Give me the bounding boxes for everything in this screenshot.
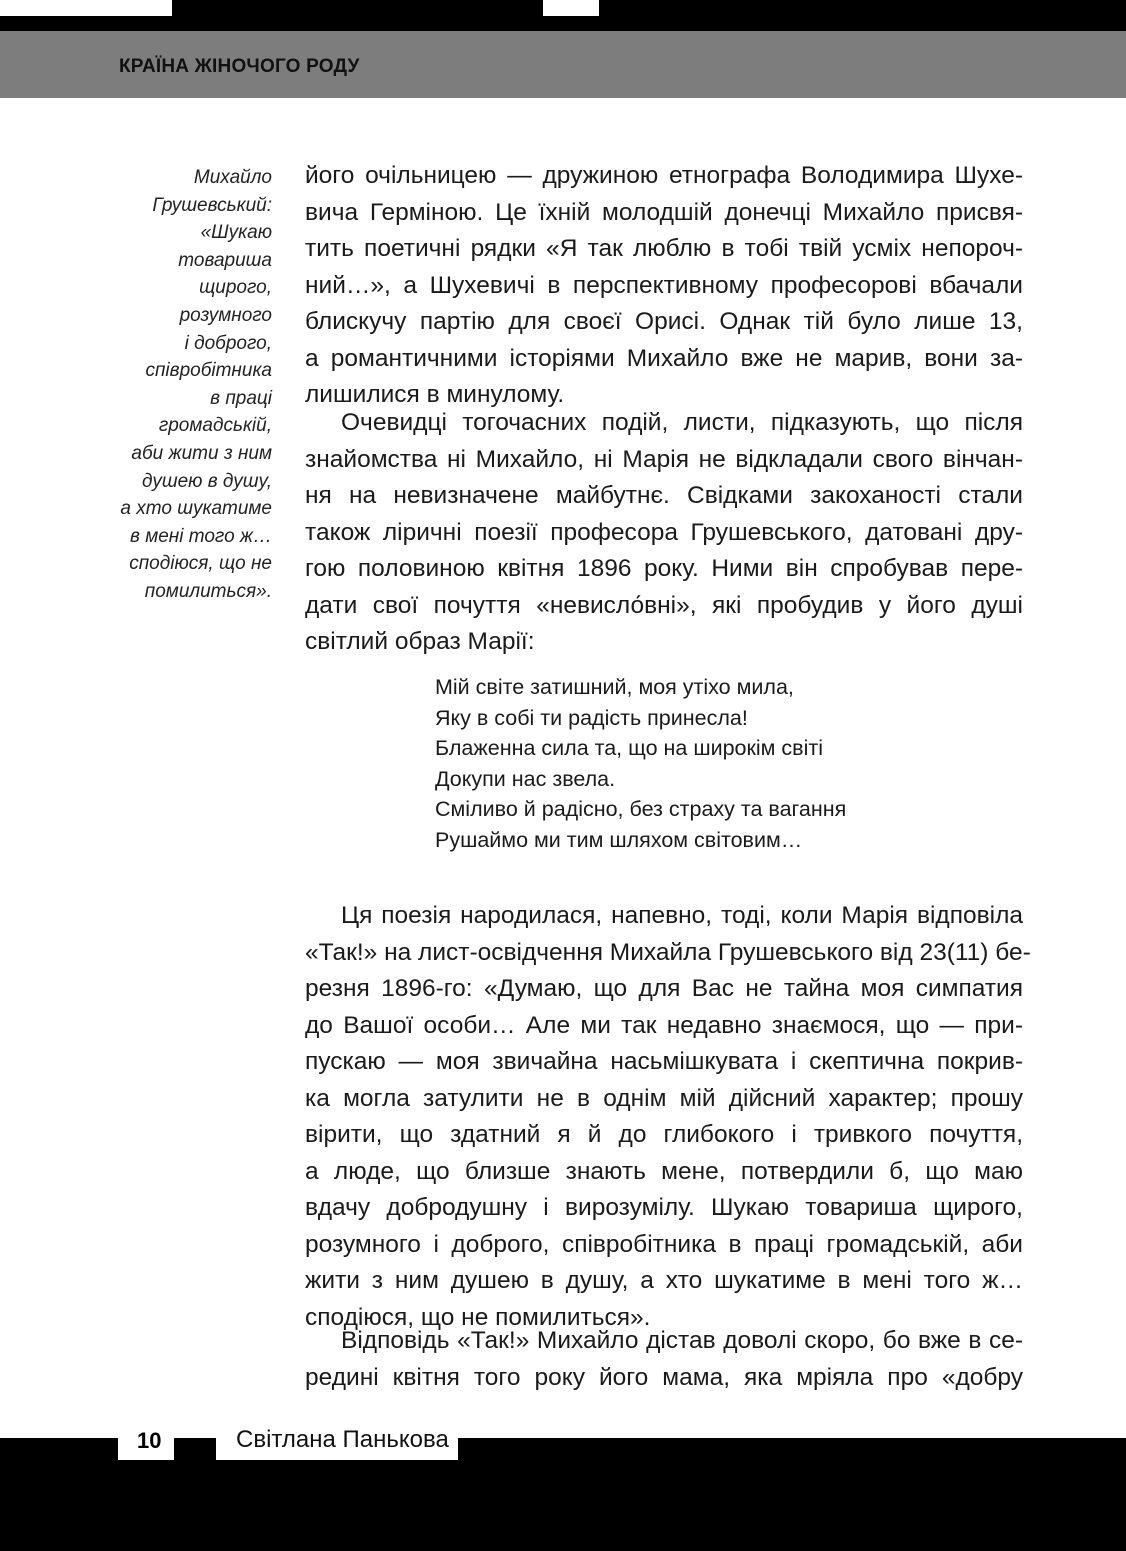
body-paragraph [305, 405, 1023, 661]
text-line: блискучу партію для своєї Орисі. Однак тій було лише 13, [305, 308, 1023, 335]
text-line: «Так!» на лист-освідчення Михайла Грушевського від 23(11) бе- [305, 938, 1031, 966]
sidebar-quote-line: товариша [178, 249, 272, 271]
text-line: вича Герміною. Це їхній молодшій донечці Михайло присвя- [305, 198, 1023, 226]
sidebar-quote-line: Грушевський: [152, 194, 272, 216]
text-line: ка могла затулити не в однім мій дійсний характер; прошу [305, 1084, 1023, 1112]
sidebar-quote-line: щирого, [199, 277, 272, 299]
text-line: знайомства ні Михайло, ні Марія не відкладали свого вінчан- [305, 445, 1023, 473]
body-paragraph [305, 1323, 1023, 1396]
text-line: його очільницею — дружиною етнографа Володимира Шухе- [305, 162, 1023, 189]
text-line: ний…», а Шухевичі в перспективному професорові вбачали [305, 271, 1023, 299]
page-number: 10 [137, 1428, 162, 1453]
text-line: тить поетичні рядки «Я так люблю в тобі твій усміх непороч- [305, 235, 1023, 262]
sidebar-quote-line: сподіюся, що не [129, 553, 272, 575]
sidebar-quote-line: в праці [210, 387, 272, 409]
text-line: Очевидці тогочасних подій, листи, підказують, що після [341, 409, 1023, 436]
running-title: КРАЇНА ЖІНОЧОГО РОДУ [119, 56, 360, 77]
sidebar-quote-line: Михайло [193, 167, 272, 188]
sidebar-quote-line: громадській, [158, 415, 272, 437]
poem-line: Сміливо й радісно, без страху та вагання [435, 797, 847, 822]
text-line: а люде, що близше знають мене, потвердили б, що маю [305, 1157, 1023, 1185]
text-line: ня на невизначене майбутнє. Свідками закоханості стали [305, 482, 1023, 509]
text-line: жити з ним душею в душу, а хто шукатиме в мені того ж… [305, 1267, 1023, 1294]
poem-block [435, 672, 846, 856]
body-paragraph [305, 898, 1031, 1336]
text-line: вірити, що здатний я й до глибокого і тривкого почуття, [305, 1121, 1023, 1148]
header-notch [0, 0, 172, 16]
text-line: резня 1896-го: «Думаю, що для Вас не тайна моя симпатия [305, 975, 1023, 1002]
text-line: до Вашої особи… Але ми так недавно знаємося, що — при- [305, 1011, 1023, 1039]
sidebar-quote-line: аби жити з ним [131, 442, 272, 464]
sidebar-quote [120, 164, 272, 606]
text-line: редині квітня того року його мама, яка мріяла про «добру [305, 1363, 1023, 1391]
sidebar-quote-line: «Шукаю [200, 222, 272, 244]
poem-line: Рушаймо ми тим шляхом світовим… [435, 827, 803, 852]
text-line: розумного і доброго, співробітника в праці громадській, аби [305, 1230, 1023, 1258]
poem-line: Мій світе затишний, моя утіхо мила, [435, 675, 794, 699]
poem-line: Блаженна сила та, що на широкім світі [435, 736, 823, 761]
text-line: гою половиною квітня 1896 року. Ними він спробував пере- [305, 555, 1023, 582]
text-line: сподіюся, що не помилиться». [305, 1303, 651, 1331]
author-name: Світлана Панькова [236, 1426, 449, 1453]
header-notch [543, 0, 599, 16]
text-line: пускаю — моя звичайна насьмішкувата і скептична покрив- [305, 1048, 1023, 1075]
text-line: дати свої почуття «невисло́вні», які пробудив у його душі [305, 591, 1023, 619]
sidebar-quote-line: помилиться». [144, 580, 272, 602]
sidebar-quote-line: співробітника [145, 360, 272, 382]
sidebar-quote-line: а хто шукатиме [120, 498, 272, 520]
text-line: а романтичними історіями Михайло вже не марив, вони за- [305, 344, 1023, 372]
text-line: лишилися в минулому. [305, 381, 565, 408]
text-line: Ця поезія народилася, напевно, тоді, коли Марія відповіла [341, 902, 1023, 929]
text-line: Відповідь «Так!» Михайло дістав доволі скоро, бо вже в се- [341, 1327, 1023, 1354]
text-line: також ліричні поезії професора Грушевського, датовані дру- [305, 518, 1023, 546]
sidebar-quote-line: розумного [179, 304, 272, 326]
sidebar-quote-line: в мені того ж… [130, 525, 272, 547]
body-paragraph [305, 158, 1023, 414]
sidebar-quote-line: і доброго, [184, 332, 272, 354]
poem-line: Докупи нас звела. [435, 766, 616, 791]
poem-line: Яку в собі ти радість принесла! [435, 705, 748, 730]
sidebar-quote-line: душею в душу, [142, 470, 272, 492]
text-line: вдачу добродушну і вирозумілу. Шукаю товариша щирого, [305, 1194, 1023, 1221]
text-line: світлий образ Марії: [305, 628, 535, 655]
